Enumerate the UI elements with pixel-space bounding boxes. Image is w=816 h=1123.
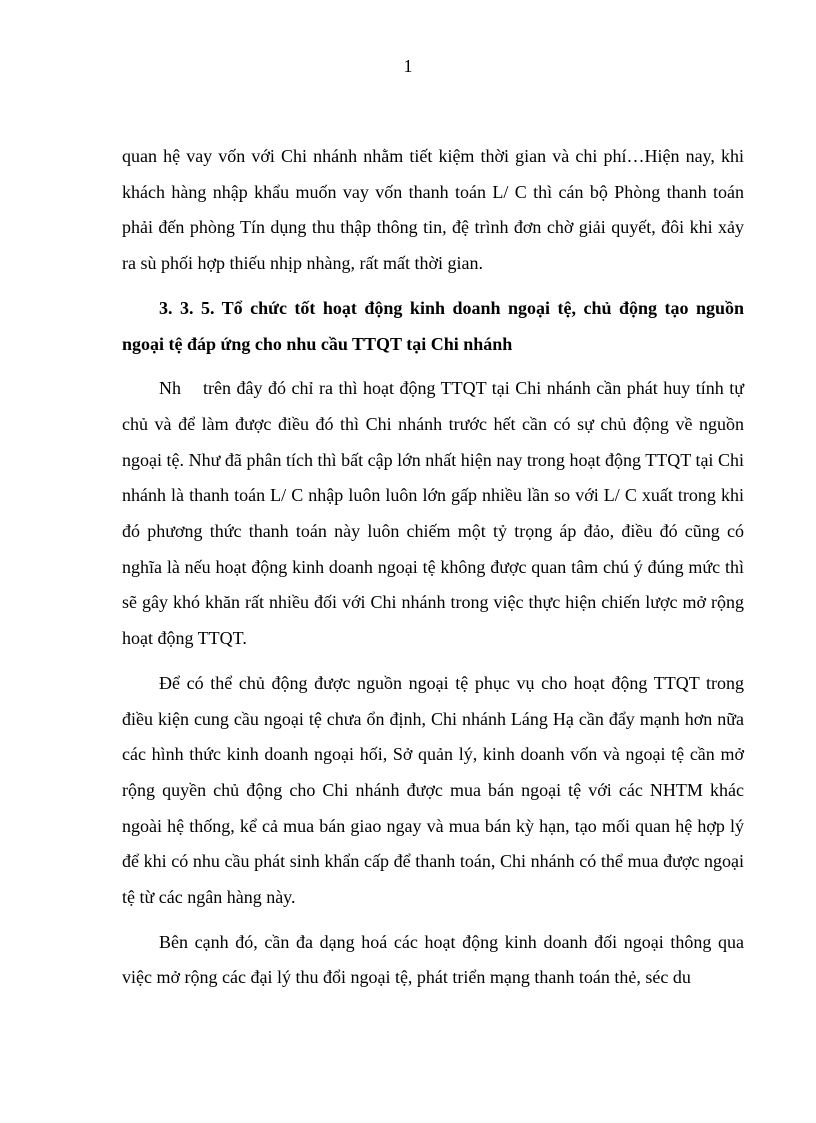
paragraph-continuation: quan hệ vay vốn với Chi nhánh nhằm tiết kiệm thời gian và chi phí…Hiện nay, khi khách hàng nhập khẩu muốn vay vốn thanh toán L/ C thì cán bộ Phòng thanh toán phải đến phòng Tín dụng thu thập thông tin, đệ trình đơn chờ giải quyết, đôi khi xảy ra sù phối hợp thiếu nhịp nhàng, rất mất thời gian.: [122, 146, 744, 274]
paragraph: Để có thể chủ động được nguồn ngoại tệ phục vụ cho hoạt động TTQT trong điều kiện cung cầu ngoại tệ chưa ổn định, Chi nhánh Láng Hạ cần đẩy mạnh hơn nữa các hình thức kinh doanh ngoại hối, Sở quản lý, kinh doanh vốn và ngoại tệ cần mở rộng quyền chủ động cho Chi nhánh được mua bán ngoại tệ với các NHTM khác ngoài hệ thống, kể cả mua bán giao ngay và mua bán kỳ hạn, tạo mối quan hệ hợp lý để khi có nhu cầu phát sinh khẩn cấp để thanh toán, Chi nhánh có thể mua được ngoại tệ từ các ngân hàng này.: [122, 672, 744, 908]
section-heading: 3. 3. 5. Tổ chức tốt hoạt động kinh doanh ngoại tệ, chủ động tạo nguồn ngoại tệ đáp ứng cho nhu cầu TTQT tại Chi nhánh: [122, 297, 744, 354]
paragraph: Nh trên đây đó chỉ ra thì hoạt động TTQT tại Chi nhánh cần phát huy tính tự chủ và để làm được điều đó thì Chi nhánh trước hết cần có sự chủ động về nguồn ngoại tệ. Như đã phân tích thì bất cập lớn nhất hiện nay trong hoạt động TTQT tại Chi nhánh là thanh toán L/ C nhập luôn luôn lớn gấp nhiều lần so với L/ C xuất trong khi đó phương thức thanh toán này luôn chiếm một tỷ trọng áp đảo, điều đó cũng có nghĩa là nếu hoạt động kinh doanh ngoại tệ không được quan tâm chú ý đúng mức thì sẽ gây khó khăn rất nhiều đối với Chi nhánh trong việc thực hiện chiến lược mở rộng hoạt động TTQT.: [122, 378, 749, 649]
paragraph: Bên cạnh đó, cần đa dạng hoá các hoạt động kinh doanh đối ngoại thông qua việc mở rộng các đại lý thu đổi ngoại tệ, phát triển mạng thanh toán thẻ, séc du: [122, 931, 744, 988]
document-body: [122, 139, 749, 1005]
page-number: 1: [403, 56, 413, 76]
